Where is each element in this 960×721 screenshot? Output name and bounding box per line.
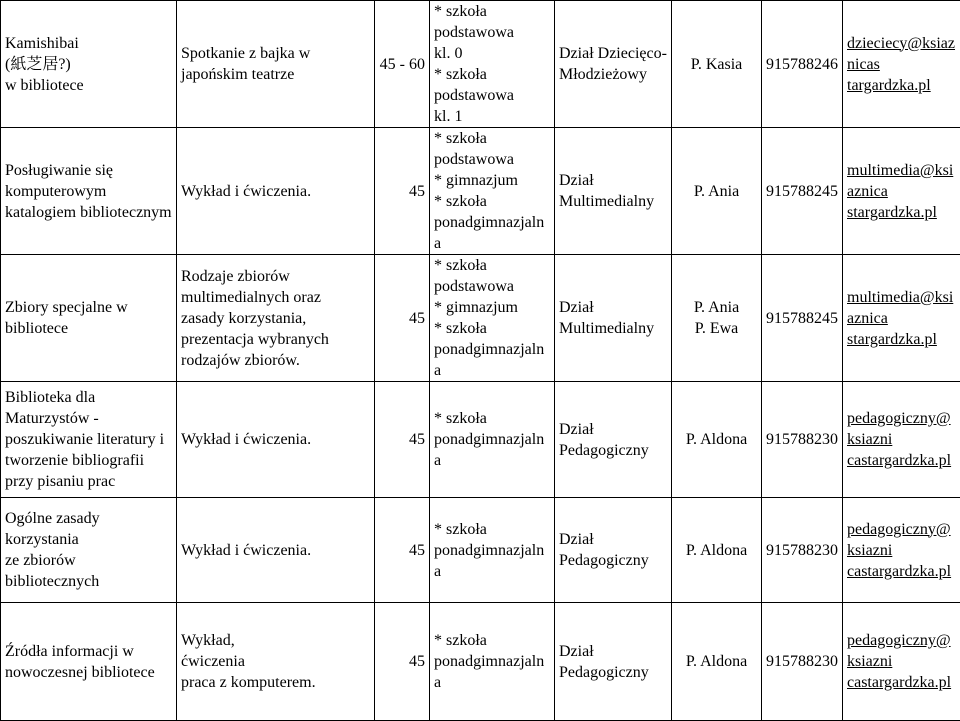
lesson-department	[555, 1, 672, 128]
department-line: Młodzieżowy	[559, 64, 667, 85]
lesson-duration: 45	[375, 382, 430, 498]
audience-line: * szkoła podstawowa	[434, 255, 550, 297]
lesson-topic	[177, 1, 375, 128]
title-line: Maturzystów -	[5, 408, 172, 429]
topic-line: Wykład,	[181, 630, 370, 651]
audience-line: ponadgimnazjalna	[434, 429, 550, 471]
audience-line: * szkoła podstawowa	[434, 64, 550, 106]
title-line: ze zbiorów bibliotecznych	[5, 550, 172, 592]
table-row	[1, 498, 960, 603]
audience-line: ponadgimnazjalna	[434, 339, 550, 381]
department-line: Dział	[559, 419, 667, 440]
audience-line: * szkoła	[434, 191, 550, 212]
email-line[interactable]: pedagogiczny@ksiazni	[847, 519, 956, 561]
audience-line: * szkoła	[434, 408, 550, 429]
lesson-phone: 915788245	[762, 255, 843, 382]
audience-line: * szkoła	[434, 519, 550, 540]
email-line[interactable]: castargardzka.pl	[847, 450, 956, 471]
topic-line: rodzajów zbiorów.	[181, 350, 370, 371]
lesson-phone: 915788230	[762, 498, 843, 603]
title-line: w bibliotece	[5, 75, 172, 96]
table-row	[1, 128, 960, 255]
email-line[interactable]: stargardzka.pl	[847, 329, 956, 350]
lesson-department	[555, 128, 672, 255]
lesson-duration: 45	[375, 255, 430, 382]
title-line: katalogiem bibliotecznym	[5, 202, 172, 223]
person-line: P. Aldona	[676, 540, 757, 561]
audience-line: ponadgimnazjalna	[434, 651, 550, 693]
lesson-email[interactable]	[843, 128, 960, 255]
lesson-email[interactable]	[843, 1, 960, 128]
title-line: przy pisaniu prac	[5, 471, 172, 492]
table-row	[1, 1, 960, 128]
lesson-title	[1, 498, 177, 603]
lesson-title	[1, 128, 177, 255]
topic-line: zasady korzystania,	[181, 308, 370, 329]
email-line[interactable]: dzieciecy@ksiaznicas	[847, 33, 956, 75]
department-line: Pedagogiczny	[559, 440, 667, 461]
person-line: P. Aldona	[676, 651, 757, 672]
title-line: nowoczesnej bibliotece	[5, 662, 172, 683]
department-line: Multimedialny	[559, 191, 667, 212]
audience-line: ponadgimnazjalna	[434, 212, 550, 254]
email-line[interactable]: targardzka.pl	[847, 75, 956, 96]
person-line: P. Ania	[676, 297, 757, 318]
email-line[interactable]: stargardzka.pl	[847, 202, 956, 223]
lesson-topic	[177, 498, 375, 603]
lesson-email[interactable]	[843, 255, 960, 382]
lesson-audience	[430, 382, 555, 498]
lesson-email[interactable]	[843, 382, 960, 498]
topic-line: Spotkanie z bajka w	[181, 43, 370, 64]
email-line[interactable]: castargardzka.pl	[847, 561, 956, 582]
department-line: Pedagogiczny	[559, 550, 667, 571]
topic-line: Rodzaje zbiorów	[181, 266, 370, 287]
lesson-department	[555, 498, 672, 603]
department-line: Dział	[559, 529, 667, 550]
lesson-email[interactable]	[843, 498, 960, 603]
audience-line: * szkoła	[434, 318, 550, 339]
lesson-person	[672, 255, 762, 382]
department-line: Multimedialny	[559, 318, 667, 339]
audience-line: ponadgimnazjalna	[434, 540, 550, 582]
lesson-duration: 45 - 60	[375, 1, 430, 128]
topic-line: japońskim teatrze	[181, 64, 370, 85]
lesson-person	[672, 382, 762, 498]
department-line: Pedagogiczny	[559, 662, 667, 683]
lesson-title	[1, 255, 177, 382]
department-line: Dział	[559, 641, 667, 662]
email-line[interactable]: pedagogiczny@ksiazni	[847, 630, 956, 672]
audience-line: * gimnazjum	[434, 297, 550, 318]
topic-line: Wykład i ćwiczenia.	[181, 540, 370, 561]
lesson-phone: 915788246	[762, 1, 843, 128]
audience-line: kl. 1	[434, 106, 550, 127]
department-line: Dział	[559, 297, 667, 318]
lesson-topic	[177, 255, 375, 382]
audience-line: * gimnazjum	[434, 170, 550, 191]
lesson-audience	[430, 1, 555, 128]
department-line: Dział Dziecięco-	[559, 43, 667, 64]
lesson-department	[555, 255, 672, 382]
email-line[interactable]: pedagogiczny@ksiazni	[847, 408, 956, 450]
lesson-person	[672, 128, 762, 255]
topic-line: multimedialnych oraz	[181, 287, 370, 308]
title-line: bibliotece	[5, 318, 172, 339]
topic-line: praca z komputerem.	[181, 672, 370, 693]
lesson-duration: 45	[375, 498, 430, 603]
lesson-department	[555, 603, 672, 721]
lesson-audience	[430, 603, 555, 721]
title-line: tworzenie bibliografii	[5, 450, 172, 471]
lesson-email[interactable]	[843, 603, 960, 721]
audience-line: kl. 0	[434, 43, 550, 64]
email-line[interactable]: castargardzka.pl	[847, 672, 956, 693]
lesson-title	[1, 1, 177, 128]
lesson-phone: 915788230	[762, 382, 843, 498]
department-line: Dział	[559, 170, 667, 191]
lesson-title	[1, 382, 177, 498]
title-line: Kamishibai	[5, 33, 172, 54]
audience-line: * szkoła	[434, 630, 550, 651]
lesson-topic	[177, 128, 375, 255]
lesson-phone: 915788245	[762, 128, 843, 255]
email-line[interactable]: multimedia@ksiaznica	[847, 160, 956, 202]
lesson-audience	[430, 255, 555, 382]
lesson-topic	[177, 382, 375, 498]
lesson-topic	[177, 603, 375, 721]
lesson-title	[1, 603, 177, 721]
person-line: P. Ania	[676, 181, 757, 202]
lesson-duration: 45	[375, 128, 430, 255]
lesson-duration: 45	[375, 603, 430, 721]
lesson-person	[672, 498, 762, 603]
lesson-audience	[430, 498, 555, 603]
topic-line: Wykład i ćwiczenia.	[181, 181, 370, 202]
audience-line: * szkoła podstawowa	[434, 128, 550, 170]
title-line: Biblioteka dla	[5, 387, 172, 408]
title-line: Źródła informacji w	[5, 641, 172, 662]
table-row	[1, 382, 960, 498]
topic-line: prezentacja wybranych	[181, 329, 370, 350]
title-line: (紙芝居?)	[5, 54, 172, 75]
audience-line: * szkoła podstawowa	[434, 1, 550, 43]
title-line: Zbiory specjalne w	[5, 297, 172, 318]
lesson-audience	[430, 128, 555, 255]
person-line: P. Ewa	[676, 318, 757, 339]
lesson-department	[555, 382, 672, 498]
title-line: komputerowym	[5, 181, 172, 202]
table-row	[1, 603, 960, 721]
email-line[interactable]: multimedia@ksiaznica	[847, 287, 956, 329]
person-line: P. Kasia	[676, 54, 757, 75]
table-row	[1, 255, 960, 382]
lesson-person	[672, 1, 762, 128]
topic-line: ćwiczenia	[181, 651, 370, 672]
title-line: Ogólne zasady korzystania	[5, 508, 172, 550]
person-line: P. Aldona	[676, 429, 757, 450]
title-line: Posługiwanie się	[5, 160, 172, 181]
title-line: poszukiwanie literatury i	[5, 429, 172, 450]
lesson-phone: 915788230	[762, 603, 843, 721]
lesson-person	[672, 603, 762, 721]
topic-line: Wykład i ćwiczenia.	[181, 429, 370, 450]
